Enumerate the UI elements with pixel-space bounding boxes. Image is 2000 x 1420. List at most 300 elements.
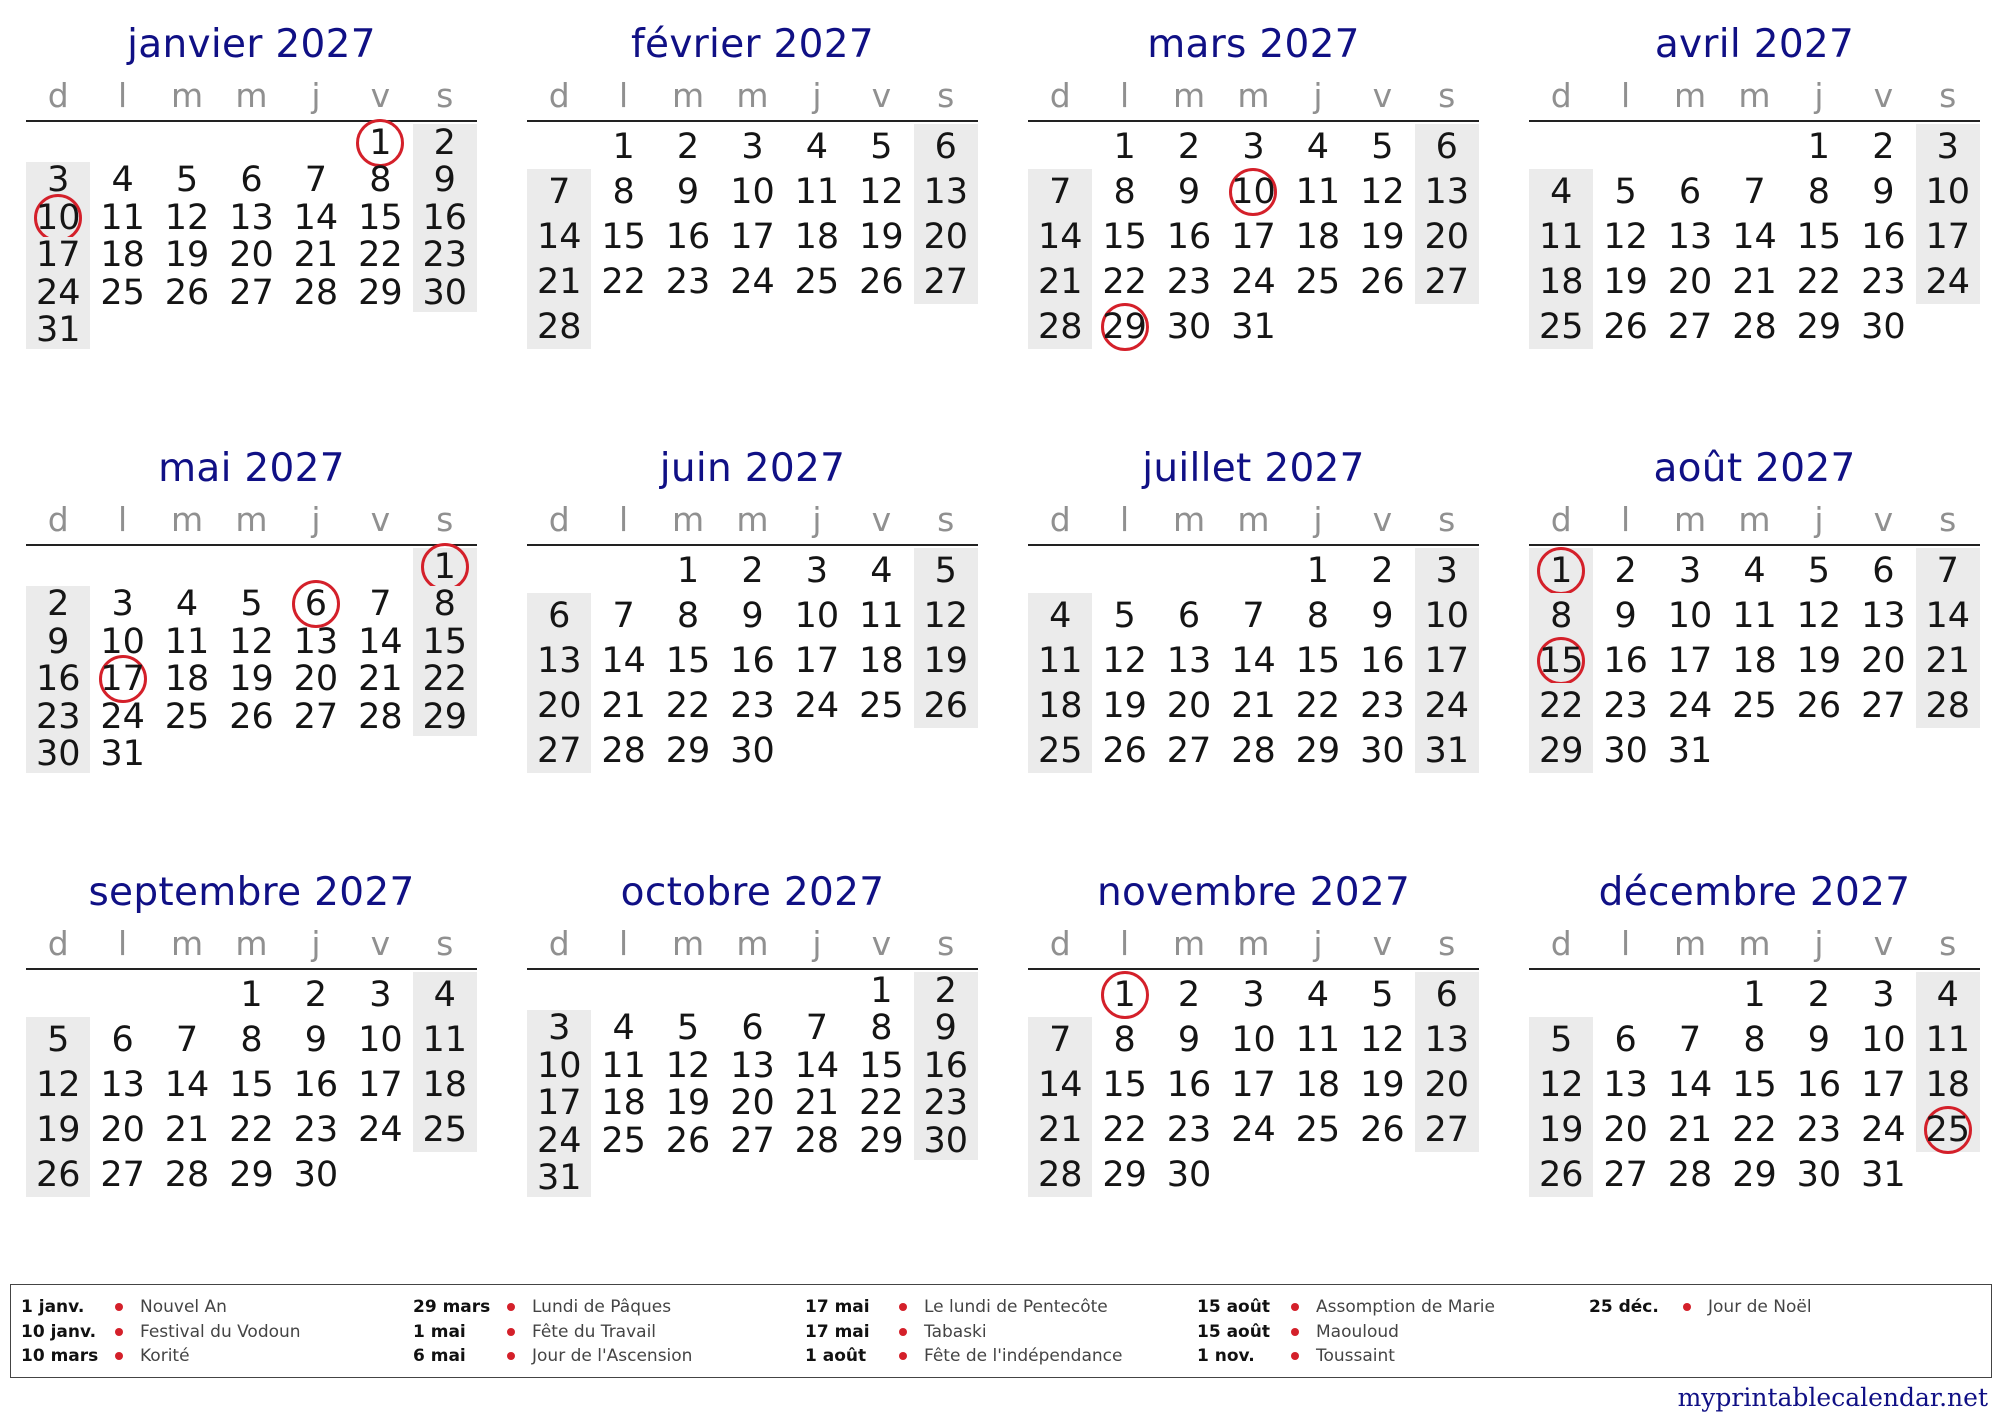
day-cell (1286, 593, 1350, 638)
bullet-dot-icon (507, 1328, 515, 1336)
empty-day-cell (348, 1152, 412, 1197)
day-number: 26 (229, 696, 274, 737)
day-cell (591, 1122, 655, 1160)
day-number: 30 (1166, 1154, 1212, 1195)
day-number: 22 (422, 659, 468, 700)
day-number: 13 (1667, 216, 1713, 257)
day-cell (1286, 124, 1350, 169)
month-block (1529, 14, 1980, 438)
legend-date: 1 janv. (21, 1297, 85, 1318)
day-cell (90, 736, 154, 774)
day-number: 16 (1166, 1064, 1212, 1105)
day-number: 5 (1550, 1019, 1573, 1060)
day-number: 28 (1732, 306, 1777, 347)
day-grid (26, 972, 477, 1197)
day-number: 30 (422, 272, 468, 313)
weekday-header (1028, 76, 1479, 122)
day-cell (1221, 1107, 1285, 1152)
day-cell (527, 304, 591, 349)
weekday-header (527, 76, 978, 122)
day-number: 30 (1360, 730, 1405, 771)
day-number: 3 (1872, 974, 1895, 1015)
empty-day-cell (785, 1160, 849, 1198)
day-number: 8 (433, 584, 456, 625)
empty-day-cell (413, 1152, 477, 1197)
day-cell (1157, 259, 1221, 304)
day-number: 23 (1166, 261, 1212, 302)
day-cell (284, 1152, 348, 1197)
day-number: 8 (1550, 595, 1573, 636)
weekday-label: l (1120, 500, 1130, 539)
day-number: 16 (1360, 640, 1405, 681)
day-number: 9 (47, 621, 70, 662)
day-number: 21 (794, 1083, 840, 1124)
day-number: 14 (601, 640, 646, 681)
day-number: 22 (601, 261, 646, 302)
day-cell (1593, 1152, 1657, 1197)
day-cell (1092, 593, 1156, 638)
day-number: 8 (1743, 1019, 1766, 1060)
day-number: 18 (1925, 1064, 1971, 1105)
day-cell (1658, 259, 1722, 304)
day-cell (284, 698, 348, 736)
day-cell (914, 214, 978, 259)
day-number: 4 (175, 584, 199, 625)
day-number: 14 (1231, 640, 1276, 681)
empty-day-cell (155, 548, 219, 586)
day-number: 15 (859, 1045, 904, 1086)
day-cell (1851, 169, 1915, 214)
day-cell (284, 274, 348, 312)
weekday-label: d (1550, 500, 1572, 539)
day-cell (785, 214, 849, 259)
weekday-header (527, 924, 978, 970)
weekday-label: d (47, 924, 69, 963)
legend-holiday-name: Jour de l'Ascension (532, 1346, 693, 1367)
day-number: 20 (730, 1083, 775, 1124)
weekday-label: v (1372, 924, 1393, 963)
day-cell (785, 1010, 849, 1048)
day-number: 30 (1861, 306, 1906, 347)
day-cell (656, 214, 720, 259)
day-number: 23 (1603, 685, 1648, 726)
legend-holiday-name: Lundi de Pâques (532, 1297, 672, 1318)
day-cell (1787, 548, 1851, 593)
legend-date: 6 mai (413, 1346, 466, 1367)
day-cell (1415, 259, 1479, 304)
weekday-label: s (1438, 76, 1456, 115)
day-number: 24 (1231, 261, 1276, 302)
day-cell (1221, 728, 1285, 773)
day-number: 15 (1538, 640, 1584, 681)
day-cell (849, 1010, 913, 1048)
day-cell (219, 972, 283, 1017)
day-cell (26, 274, 90, 312)
day-cell (1916, 683, 1980, 728)
day-cell (1529, 593, 1593, 638)
day-cell (155, 199, 219, 237)
day-cell (1787, 638, 1851, 683)
day-number: 2 (934, 970, 957, 1011)
legend-holiday-name: Toussaint (1316, 1346, 1395, 1367)
day-number: 6 (240, 160, 263, 201)
empty-day-cell (591, 548, 655, 593)
day-number: 29 (422, 696, 468, 737)
day-number: 25 (1295, 1109, 1341, 1150)
day-cell (656, 1010, 720, 1048)
day-cell (591, 1085, 655, 1123)
day-cell (1157, 124, 1221, 169)
day-cell (656, 593, 720, 638)
day-cell (1851, 638, 1915, 683)
day-number: 28 (293, 272, 339, 313)
day-number: 7 (805, 1008, 829, 1049)
legend-item (413, 1344, 805, 1369)
day-cell (284, 623, 348, 661)
weekday-label: j (1814, 924, 1824, 963)
day-cell (1028, 1107, 1092, 1152)
day-number: 9 (1177, 1019, 1201, 1060)
day-number: 6 (548, 595, 571, 636)
day-number: 9 (934, 1008, 957, 1049)
bullet-dot-icon (507, 1352, 515, 1360)
day-number: 16 (730, 640, 775, 681)
day-number: 6 (1435, 974, 1458, 1015)
day-number: 4 (111, 160, 134, 201)
day-number: 29 (665, 730, 711, 771)
empty-day-cell (348, 312, 412, 350)
day-cell (849, 214, 913, 259)
empty-day-cell (1092, 548, 1156, 593)
day-number: 9 (676, 171, 700, 212)
weekday-label: m (1237, 76, 1270, 115)
calendar-year-grid (26, 14, 1978, 1286)
weekday-label: v (871, 76, 892, 115)
day-cell (1658, 638, 1722, 683)
empty-day-cell (1286, 304, 1350, 349)
day-cell (849, 683, 913, 728)
day-cell (90, 237, 154, 275)
day-number: 17 (358, 1064, 403, 1105)
weekday-label: j (812, 500, 822, 539)
day-cell (1593, 638, 1657, 683)
day-cell (1658, 1017, 1722, 1062)
day-cell (656, 1047, 720, 1085)
day-number: 28 (164, 1154, 210, 1195)
day-number: 13 (100, 1064, 145, 1105)
day-cell (914, 1122, 978, 1160)
day-cell (1593, 548, 1657, 593)
day-cell (849, 259, 913, 304)
day-number: 4 (1550, 171, 1573, 212)
day-number: 10 (730, 171, 775, 212)
day-cell (527, 1122, 591, 1160)
day-number: 31 (1861, 1154, 1906, 1195)
day-cell (849, 1047, 913, 1085)
day-cell (1722, 1062, 1786, 1107)
day-number: 2 (1371, 550, 1394, 591)
day-cell (914, 1010, 978, 1048)
weekday-label: v (871, 924, 892, 963)
month-title: mars 2027 (1147, 22, 1360, 67)
day-cell (90, 274, 154, 312)
day-cell (1028, 304, 1092, 349)
day-grid (1028, 972, 1479, 1197)
day-number: 7 (369, 584, 392, 625)
weekday-label: m (1673, 76, 1707, 115)
day-number: 18 (422, 1064, 468, 1105)
day-cell (591, 214, 655, 259)
day-cell (1157, 638, 1221, 683)
empty-day-cell (720, 304, 784, 349)
weekday-label: l (1621, 500, 1631, 539)
month-block (26, 14, 477, 438)
empty-day-cell (1787, 728, 1851, 773)
day-number: 1 (1306, 550, 1330, 591)
month-title: novembre 2027 (1096, 870, 1411, 915)
day-cell (1529, 1062, 1593, 1107)
day-cell (591, 683, 655, 728)
day-number: 15 (1295, 640, 1341, 681)
day-cell (155, 274, 219, 312)
day-number: 12 (164, 197, 210, 238)
day-number: 20 (293, 659, 339, 700)
weekday-label: s (436, 76, 454, 115)
day-grid (527, 124, 978, 349)
day-number: 4 (1049, 595, 1072, 636)
legend-item (413, 1295, 805, 1320)
day-number: 19 (1538, 1109, 1584, 1150)
empty-day-cell (155, 312, 219, 350)
empty-day-cell (1851, 728, 1915, 773)
day-number: 18 (1732, 640, 1777, 681)
legend-holiday-name: Jour de Noël (1708, 1297, 1812, 1318)
empty-day-cell (413, 736, 477, 774)
day-number: 30 (1796, 1154, 1842, 1195)
day-cell (1787, 1152, 1851, 1197)
day-cell (720, 593, 784, 638)
day-cell (1593, 1017, 1657, 1062)
day-cell (1722, 1017, 1786, 1062)
empty-day-cell (219, 124, 283, 162)
day-number: 1 (1113, 974, 1136, 1015)
day-cell (1221, 1017, 1285, 1062)
day-cell (527, 1085, 591, 1123)
day-number: 16 (422, 197, 468, 238)
empty-day-cell (785, 972, 849, 1010)
month-title: octobre 2027 (620, 870, 885, 915)
day-number: 31 (1424, 730, 1470, 771)
day-number: 24 (1667, 685, 1713, 726)
day-cell (1658, 214, 1722, 259)
day-number: 22 (229, 1109, 274, 1150)
day-cell (155, 1152, 219, 1197)
day-cell (1593, 214, 1657, 259)
day-number: 15 (1732, 1064, 1777, 1105)
day-cell (1221, 683, 1285, 728)
day-number: 22 (1796, 261, 1842, 302)
day-cell (348, 623, 412, 661)
day-cell (413, 1062, 477, 1107)
day-number: 22 (1538, 685, 1584, 726)
month-block (1529, 438, 1980, 862)
day-cell (1028, 169, 1092, 214)
day-number: 2 (1807, 974, 1831, 1015)
day-cell (1787, 169, 1851, 214)
day-cell (155, 623, 219, 661)
day-cell (90, 661, 154, 699)
day-cell (1221, 593, 1285, 638)
day-cell (1787, 304, 1851, 349)
day-number: 17 (1925, 216, 1971, 257)
legend-date: 17 mai (805, 1297, 870, 1318)
day-cell (1157, 972, 1221, 1017)
day-cell (26, 736, 90, 774)
day-cell (413, 274, 477, 312)
weekday-label: j (311, 76, 321, 115)
day-cell (26, 162, 90, 200)
day-number: 9 (1371, 595, 1394, 636)
weekday-label: v (1873, 924, 1894, 963)
day-cell (413, 661, 477, 699)
day-number: 18 (601, 1083, 646, 1124)
day-number: 16 (1603, 640, 1648, 681)
legend-holiday-name: Nouvel An (140, 1297, 227, 1318)
day-number: 22 (859, 1083, 904, 1124)
day-number: 18 (1538, 261, 1584, 302)
empty-day-cell (1028, 972, 1092, 1017)
empty-day-cell (26, 548, 90, 586)
day-cell (914, 638, 978, 683)
day-number: 18 (794, 216, 840, 257)
day-number: 25 (794, 261, 840, 302)
day-number: 20 (1424, 216, 1470, 257)
day-cell (1529, 638, 1593, 683)
weekday-label: v (370, 924, 391, 963)
day-number: 13 (730, 1045, 775, 1086)
day-number: 8 (1113, 1019, 1136, 1060)
day-cell (914, 259, 978, 304)
weekday-label: d (1049, 76, 1071, 115)
day-cell (284, 972, 348, 1017)
day-cell (348, 1017, 412, 1062)
weekday-label: v (1873, 500, 1894, 539)
day-cell (1415, 593, 1479, 638)
day-number: 12 (35, 1064, 81, 1105)
day-cell (219, 623, 283, 661)
weekday-label: l (619, 76, 629, 115)
day-cell (527, 169, 591, 214)
day-cell (1286, 259, 1350, 304)
day-number: 7 (175, 1019, 199, 1060)
weekday-label: l (1120, 924, 1130, 963)
bullet-dot-icon (115, 1328, 123, 1336)
day-cell (1722, 214, 1786, 259)
day-cell (348, 698, 412, 736)
day-cell (656, 259, 720, 304)
day-cell (26, 1107, 90, 1152)
day-number: 23 (730, 685, 775, 726)
day-cell (1658, 593, 1722, 638)
day-cell (1350, 214, 1414, 259)
day-cell (284, 162, 348, 200)
day-number: 29 (1732, 1154, 1777, 1195)
empty-day-cell (849, 304, 913, 349)
empty-day-cell (849, 728, 913, 773)
legend-column (1589, 1295, 1981, 1369)
day-number: 21 (1925, 640, 1971, 681)
day-number: 26 (923, 685, 969, 726)
day-grid (1529, 972, 1980, 1197)
day-cell (1350, 1062, 1414, 1107)
day-cell (413, 199, 477, 237)
day-cell (914, 593, 978, 638)
day-cell (656, 683, 720, 728)
day-cell (1658, 548, 1722, 593)
day-number: 7 (1678, 1019, 1702, 1060)
day-number: 11 (164, 621, 210, 662)
day-number: 8 (1113, 171, 1136, 212)
day-number: 16 (923, 1045, 969, 1086)
day-cell (90, 698, 154, 736)
empty-day-cell (914, 304, 978, 349)
day-cell (720, 124, 784, 169)
day-cell (26, 312, 90, 350)
day-number: 2 (433, 122, 456, 163)
day-cell (656, 638, 720, 683)
day-number: 3 (548, 1008, 571, 1049)
empty-day-cell (155, 736, 219, 774)
weekday-label: l (1120, 76, 1130, 115)
day-cell (1157, 728, 1221, 773)
day-number: 18 (1295, 216, 1341, 257)
day-number: 6 (1872, 550, 1895, 591)
day-number: 13 (293, 621, 339, 662)
bullet-dot-icon (899, 1328, 907, 1336)
day-number: 14 (358, 621, 403, 662)
day-number: 25 (1538, 306, 1584, 347)
day-number: 8 (369, 160, 392, 201)
day-number: 16 (293, 1064, 339, 1105)
day-number: 28 (1231, 730, 1276, 771)
day-number: 1 (1113, 126, 1136, 167)
empty-day-cell (785, 304, 849, 349)
day-number: 15 (1102, 1064, 1147, 1105)
weekday-label: d (47, 76, 69, 115)
day-cell (1851, 1062, 1915, 1107)
day-number: 11 (1037, 640, 1083, 681)
day-number: 19 (665, 1083, 711, 1124)
day-number: 20 (100, 1109, 145, 1150)
day-cell (26, 623, 90, 661)
empty-day-cell (348, 736, 412, 774)
day-number: 22 (1295, 685, 1341, 726)
day-cell (90, 1017, 154, 1062)
day-cell (348, 661, 412, 699)
empty-day-cell (1157, 548, 1221, 593)
bullet-dot-icon (115, 1352, 123, 1360)
empty-day-cell (914, 728, 978, 773)
site-footer[interactable]: myprintablecalendar.net (1677, 1383, 1988, 1412)
weekday-label: d (1049, 924, 1071, 963)
day-cell (720, 683, 784, 728)
day-number: 24 (358, 1109, 403, 1150)
empty-day-cell (284, 312, 348, 350)
day-number: 17 (1424, 640, 1470, 681)
day-number: 6 (1177, 595, 1201, 636)
day-number: 9 (1614, 595, 1637, 636)
day-cell (1028, 638, 1092, 683)
